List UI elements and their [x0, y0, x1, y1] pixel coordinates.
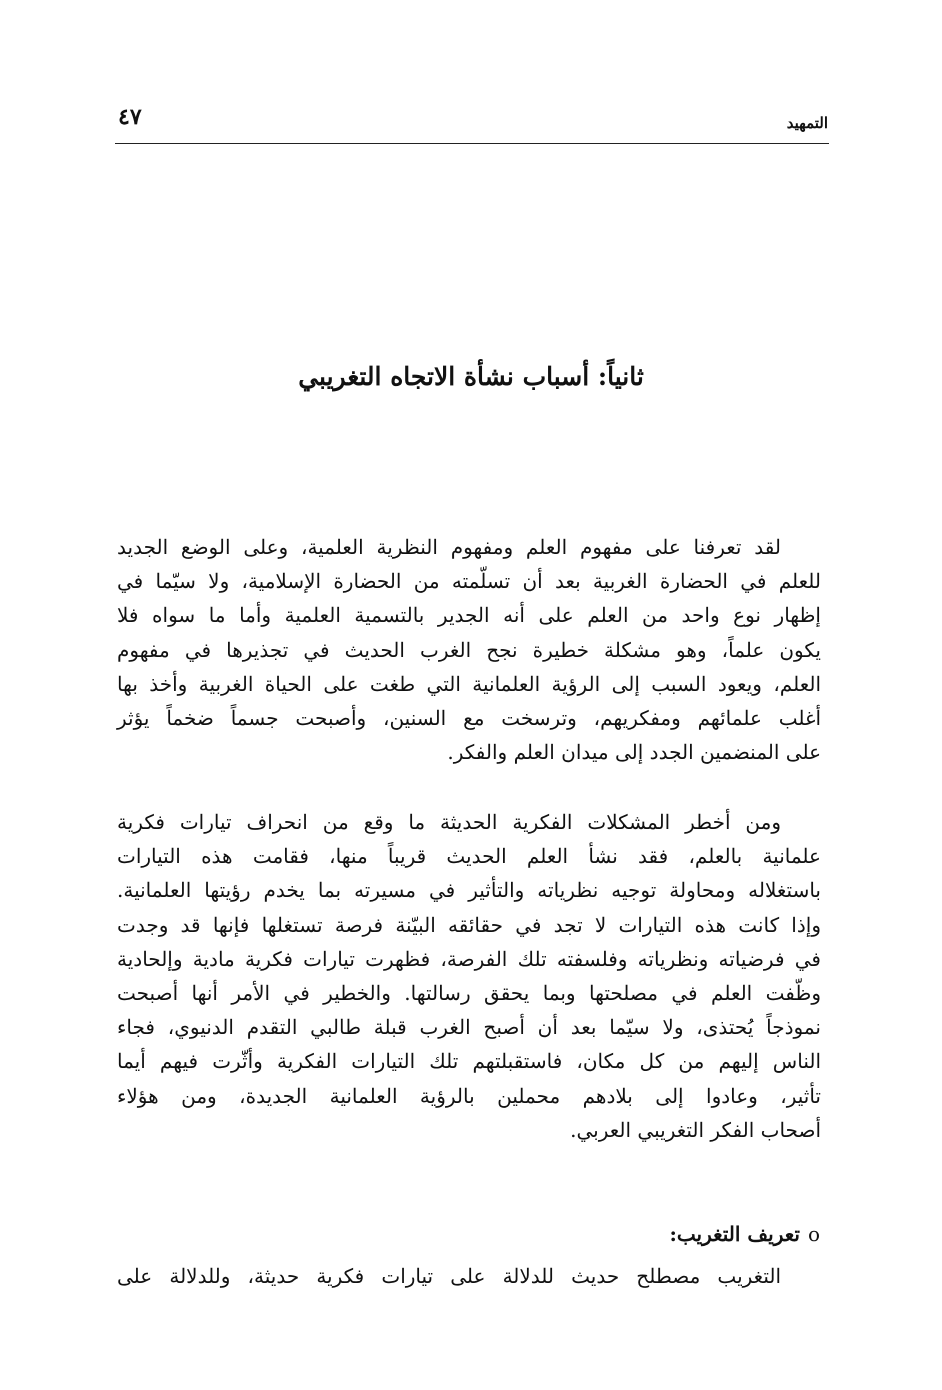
text-line: تأثير، وعادوا إلى بلادهم محملين بالرؤية العلمانية الجديدة، ومن هؤلاء: [117, 1083, 821, 1108]
text-line: أغلب علمائهم ومفكريهم، وترسخت مع السنين، وأصبحت جسماً ضخماً يؤثر: [117, 705, 821, 730]
text-line: العلم، ويعود السبب إلى الرؤية العلمانية التي طغت على الحياة الغربية وأخذ بها: [117, 671, 821, 696]
text-line: التغريب مصطلح حديث للدلالة على تيارات فكرية حديثة، وللدلالة على: [117, 1264, 781, 1288]
chapter-header: التمهيد: [786, 114, 828, 132]
text-line: يكون علماً، وهو مشكلة خطيرة نجح الغرب الحديث في تجذيرها في مفهوم: [117, 637, 821, 662]
text-line: للعلم في الحضارة الغربية بعد أن تسلّمته من الحضارة الإسلامية، ولا سيّما في: [117, 569, 821, 594]
header-rule: [115, 143, 829, 144]
text-line: إظهار نوع واحد من العلم على أنه الجدير بالتسمية العلمية وأما ما سواه فلا: [117, 603, 821, 628]
text-line: لقد تعرفنا على مفهوم العلم ومفهوم النظرية العلمية، وعلى الوضع الجديد: [117, 535, 781, 559]
text-line: نموذجاً يُحتذى، ولا سيّما بعد أن أصبح الغرب قبلة طالبي التقدم الدنيوي، فجاء: [117, 1015, 821, 1040]
text-line: علمانية بالعلم، فقد نشأ العلم الحديث قريباً منها، فقامت هذه التيارات: [117, 844, 821, 869]
section-title: ثانياً: أسباب نشأة الاتجاه التغريبي: [298, 362, 644, 391]
text-line: وإذا كانت هذه التيارات لا تجد في حقائقه البيّنة فرصة تستغلها فإنها قد وجدت: [117, 912, 821, 937]
subheading-text: تعريف التغريب:: [669, 1222, 800, 1246]
text-line: على المنضمين الجدد إلى ميدان العلم والفكر.: [447, 740, 821, 765]
text-line: أصحاب الفكر التغريبي العربي.: [570, 1117, 821, 1142]
subheading: [670, 1222, 821, 1246]
text-line: وظّفت العلم في مصلحتها وبما يحقق رسالتها. والخطير في الأمر أنها أصبحت: [117, 980, 821, 1005]
text-line: في فرضياته ونظرياته وفلسفته تلك الفرصة، فظهرت تيارات فكرية مادية وإلحادية: [117, 946, 821, 971]
paragraph-2: [117, 805, 821, 1147]
text-line: الناس إليهم من كل مكان، فاستقبلتهم تلك التيارات الفكرية وأثّرت فيهم أيما: [117, 1049, 821, 1074]
page-number: ٤٧: [118, 104, 142, 130]
circle-bullet-icon: o: [807, 1222, 820, 1246]
text-line: باستغلاله ومحاولة توجيه نظرياته والتأثير في مسيرته بما يخدم رؤيتها العلمانية.: [117, 878, 821, 903]
paragraph-3: [117, 1259, 821, 1293]
text-line: ومن أخطر المشكلات الفكرية الحديثة ما وقع من انحراف تيارات فكرية: [117, 810, 781, 834]
paragraph-1: [117, 530, 821, 769]
